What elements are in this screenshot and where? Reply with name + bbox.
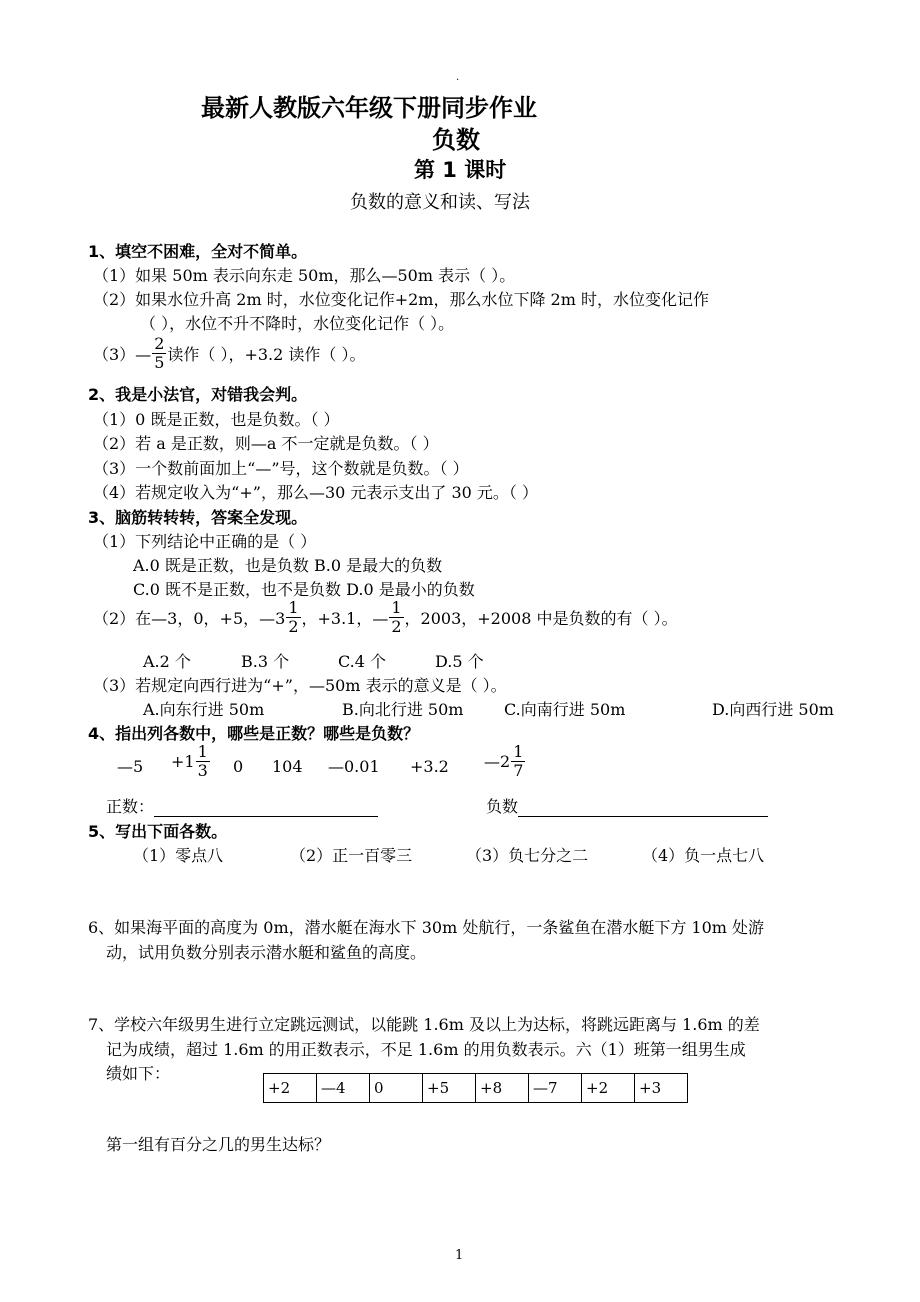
- positive-label: 正数：: [106, 797, 155, 816]
- q7-line1: 7、学校六年级男生进行立定跳远测试，以能跳 1.6m 及以上为达标，将跳远距离与 1.6m 的差: [88, 1015, 760, 1034]
- fraction-denominator: 7: [513, 761, 524, 780]
- q1-item3: [93, 336, 366, 371]
- q6-line2: 动，试用负数分别表示潜水艇和鲨鱼的高度。: [106, 943, 427, 962]
- q3-sub3-stem: （3）若规定向西行进为“+”，—50m 表示的意义是（ ）。: [93, 676, 507, 695]
- main-title: 最新人教版六年级下册同步作业: [201, 94, 537, 122]
- q2-item: （3）一个数前面加上“—”号，这个数就是负数。（ ）: [93, 459, 469, 478]
- fraction-denominator: 2: [288, 617, 299, 636]
- score-cell: +3: [635, 1074, 688, 1103]
- q1-item3-prefix: （3）—: [93, 345, 152, 364]
- lesson-title: 第 1 课时: [414, 158, 507, 182]
- q4-mixed-number: [484, 744, 526, 779]
- q4-number: —0.01: [328, 757, 380, 776]
- score-table-wrap: [263, 1073, 688, 1103]
- q4-whole: —2: [484, 752, 511, 771]
- fraction-numerator: 1: [197, 742, 208, 761]
- q7-line3: 绩如下：: [106, 1064, 171, 1083]
- q5-item: （4）负一点七八: [642, 846, 765, 865]
- negative-answer-line[interactable]: [518, 802, 768, 817]
- q1-item2-line1: （2）如果水位升高 2m 时，水位变化记作+2m，那么水位下降 2m 时，水位变化记作: [93, 290, 709, 309]
- q3-sub2-option: A.2 个: [143, 652, 191, 671]
- fraction: [511, 744, 525, 779]
- q3-sub3-option: A.向东行进 50m: [143, 700, 265, 719]
- q4-number: 0: [233, 757, 244, 776]
- q3-sub2-option: D.5 个: [435, 652, 484, 671]
- q4-number: +3.2: [410, 757, 449, 776]
- q5-item: （3）负七分之二: [466, 846, 589, 865]
- q4-number: 104: [272, 757, 303, 776]
- q5-item: （2）正一百零三: [290, 846, 413, 865]
- score-cell: +2: [264, 1074, 317, 1103]
- q3-sub1-options-2: C.0 既不是正数，也不是负数 D.0 是最小的负数: [133, 580, 475, 599]
- q3-sub2-option: C.4 个: [338, 652, 387, 671]
- q3-sub2-stem: [93, 600, 678, 635]
- fraction: [152, 336, 166, 371]
- score-cell: —7: [529, 1074, 582, 1103]
- q5-item: （1）零点八: [133, 846, 224, 865]
- score-cell: +2: [582, 1074, 635, 1103]
- q3-sub3-option: C.向南行进 50m: [504, 700, 626, 719]
- q3-sub3-option: D.向西行进 50m: [712, 700, 834, 719]
- page-number: 1: [455, 1248, 464, 1263]
- q3-sub1-stem: （1）下列结论中正确的是（ ）: [93, 532, 317, 551]
- q2-item: （4）若规定收入为“+”，那么—30 元表示支出了 30 元。（ ）: [93, 483, 539, 502]
- q2-item: （1）0 既是正数，也是负数。（ ）: [93, 410, 340, 429]
- q1-heading: 1、填空不困难，全对不简单。: [88, 242, 308, 261]
- fraction-denominator: 2: [391, 617, 402, 636]
- q3-heading: 3、脑筋转转转，答案全发现。: [88, 508, 308, 527]
- q3-sub3-option: B.向北行进 50m: [342, 700, 464, 719]
- q7-line2: 记为成绩，超过 1.6m 的用正数表示，不足 1.6m 的用负数表示。六（1）班第一组男生成: [106, 1040, 746, 1059]
- q2-item: （2）若 a 是正数，则—a 不一定就是负数。（ ）: [93, 434, 439, 453]
- score-table: [263, 1073, 688, 1103]
- q4-mixed-number: [171, 744, 211, 779]
- fraction-numerator: 1: [288, 598, 299, 617]
- q4-whole: +1: [171, 752, 195, 771]
- q3-sub1-options-1: A.0 既是正数，也是负数 B.0 是最大的负数: [133, 556, 443, 575]
- q1-item3-suffix: 读作（ ），+3.2 读作（ ）。: [167, 345, 366, 364]
- score-cell: +8: [476, 1074, 529, 1103]
- q5-heading: 5、写出下面各数。: [88, 822, 228, 841]
- fraction-denominator: 5: [154, 353, 165, 372]
- topic-title: 负数的意义和读、写法: [350, 192, 530, 213]
- score-cell: —4: [317, 1074, 370, 1103]
- fraction: [286, 600, 300, 635]
- q2-heading: 2、我是小法官，对错我会判。: [88, 385, 308, 404]
- q6-line1: 6、如果海平面的高度为 0m，潜水艇在海水下 30m 处航行，一条鲨鱼在潜水艇下方 10m 处游: [88, 918, 765, 937]
- q3-sub2-part3: ，2003，+2008 中是负数的有（ ）。: [404, 609, 678, 628]
- q7-question: 第一组有百分之几的男生达标？: [106, 1135, 331, 1154]
- fraction-denominator: 3: [197, 761, 208, 780]
- unit-title: 负数: [432, 126, 480, 154]
- q4-heading: 4、指出列各数中，哪些是正数？哪些是负数？: [88, 724, 420, 743]
- fraction-numerator: 1: [513, 742, 524, 761]
- header-dot: .: [456, 72, 460, 83]
- positive-answer-line[interactable]: [154, 802, 378, 817]
- fraction-numerator: 1: [391, 598, 402, 617]
- q1-item2-line2: （ ），水位不升不降时，水位变化记作（ ）。: [140, 314, 455, 333]
- q3-sub2-part1: （2）在—3，0，+5，—3: [93, 609, 286, 628]
- q3-sub2-option: B.3 个: [241, 652, 290, 671]
- fraction: [389, 600, 403, 635]
- fraction: [196, 744, 210, 779]
- q3-sub2-part2: ，+3.1，—: [301, 609, 389, 628]
- score-cell: 0: [370, 1074, 423, 1103]
- table-row: [264, 1074, 688, 1103]
- q1-item1: （1）如果 50m 表示向东走 50m，那么—50m 表示（ ）。: [93, 266, 516, 285]
- negative-label: 负数: [486, 797, 519, 816]
- q4-number: —5: [117, 757, 144, 776]
- positive-answer-row: [106, 794, 378, 817]
- negative-answer-row: [486, 794, 768, 817]
- score-cell: +5: [423, 1074, 476, 1103]
- fraction-numerator: 2: [154, 334, 165, 353]
